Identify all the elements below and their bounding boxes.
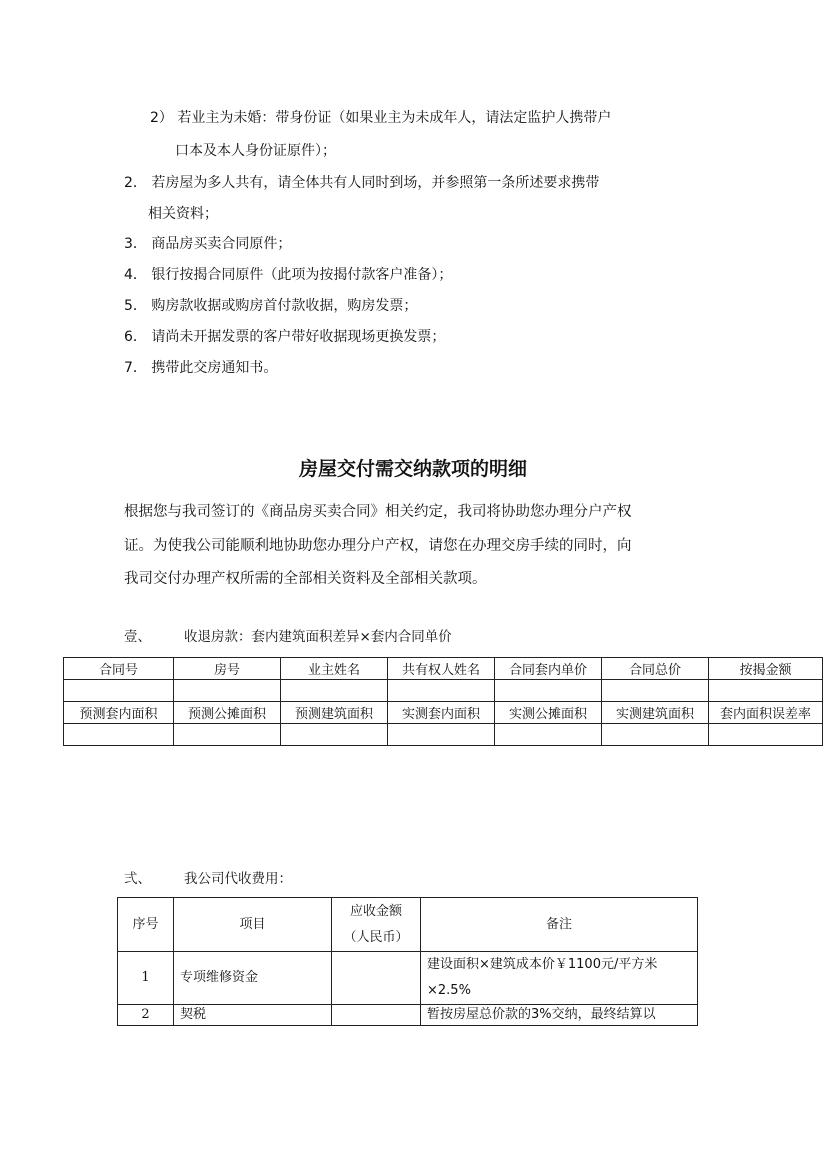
list-item-5: 5． 购房款收据或购房首付款收据，购房发票； <box>124 298 418 314</box>
intro-line-2: 证。为使我公司能顺利地协助您办理分户产权，请您在办理交房手续的同时，向 <box>124 538 632 554</box>
list-item-2-sub-cont: 口本及本人身份证原件）； <box>175 143 336 159</box>
table-row <box>64 680 823 702</box>
list-item-2: 2． 若房屋为多人共有，请全体共有人同时到场，并参照第一条所述要求携带 <box>124 175 600 191</box>
list-item-7: 7． 携带此交房通知书。 <box>124 360 278 376</box>
header-amount-line1: 应收金额 <box>349 903 402 919</box>
row-item: 专项维修资金 <box>174 952 332 1005</box>
empty-cell <box>64 724 174 746</box>
section1-number: 壹、 <box>124 629 151 645</box>
header-item: 项目 <box>174 898 332 952</box>
section2-number: 弍、 <box>124 871 151 887</box>
header-cell: 套内面积误差率 <box>709 702 823 724</box>
empty-cell <box>602 680 709 702</box>
empty-cell <box>709 680 823 702</box>
empty-cell <box>174 680 281 702</box>
section-title: 房屋交付需交纳款项的明细 <box>298 458 527 480</box>
list-item-6: 6． 请尚未开据发票的客户带好收据现场更换发票； <box>124 329 446 345</box>
empty-cell <box>602 724 709 746</box>
table-row <box>64 724 823 746</box>
intro-line-1: 根据您与我司签订的《商品房买卖合同》相关约定，我司将协助您办理分户产权 <box>124 504 632 520</box>
table-header-row <box>64 702 823 724</box>
empty-cell <box>495 680 602 702</box>
list-item-2-cont: 相关资料； <box>148 206 218 222</box>
row-note <box>421 952 698 1005</box>
header-cell: 房号 <box>174 658 281 680</box>
empty-cell <box>709 724 823 746</box>
row-note: 暂按房屋总价款的3%交纳，最终结算以 <box>421 1005 698 1026</box>
row-amount <box>332 952 421 1005</box>
empty-cell <box>388 724 495 746</box>
header-cell: 预测建筑面积 <box>281 702 388 724</box>
section1-label: 收退房款：套内建筑面积差异×套内合同单价 <box>184 629 452 645</box>
list-item-4: 4． 银行按揭合同原件（此项为按揭付款客户准备）； <box>124 267 453 283</box>
row-item: 契税 <box>174 1005 332 1026</box>
empty-cell <box>281 680 388 702</box>
header-cell: 实测建筑面积 <box>602 702 709 724</box>
header-amount-line2: （人民币） <box>343 929 409 945</box>
header-cell: 预测公摊面积 <box>174 702 281 724</box>
header-cell: 共有权人姓名 <box>388 658 495 680</box>
empty-cell <box>495 724 602 746</box>
header-cell: 合同号 <box>64 658 174 680</box>
fees-table <box>117 897 698 1026</box>
table-header-row <box>118 898 698 952</box>
empty-cell <box>281 724 388 746</box>
table-header-row <box>64 658 823 680</box>
table-row <box>118 952 698 1005</box>
row-note-line2: ×2.5% <box>427 983 471 998</box>
empty-cell <box>388 680 495 702</box>
header-cell: 实测公摊面积 <box>495 702 602 724</box>
header-cell: 业主姓名 <box>281 658 388 680</box>
empty-cell <box>174 724 281 746</box>
header-cell: 合同套内单价 <box>495 658 602 680</box>
row-amount <box>332 1005 421 1026</box>
header-seq: 序号 <box>118 898 174 952</box>
section2-label: 我公司代收费用： <box>184 871 292 887</box>
header-amount <box>332 898 421 952</box>
refund-table <box>63 657 823 746</box>
list-item-3: 3． 商品房买卖合同原件； <box>124 236 292 252</box>
empty-cell <box>64 680 174 702</box>
row-seq: 1 <box>118 952 174 1005</box>
intro-line-3: 我司交付办理产权所需的全部相关资料及全部相关款项。 <box>124 571 487 587</box>
table-row <box>118 1005 698 1026</box>
row-seq: 2 <box>118 1005 174 1026</box>
header-cell: 合同总价 <box>602 658 709 680</box>
header-cell: 按揭金额 <box>709 658 823 680</box>
row-note-line1: 建设面积×建筑成本价￥1100元/平方米 <box>427 957 658 972</box>
list-item-2-sub: 2） 若业主为未婚：带身份证（如果业主为未成年人，请法定监护人携带户 <box>150 110 612 126</box>
header-note: 备注 <box>421 898 698 952</box>
header-cell: 实测套内面积 <box>388 702 495 724</box>
header-cell: 预测套内面积 <box>64 702 174 724</box>
